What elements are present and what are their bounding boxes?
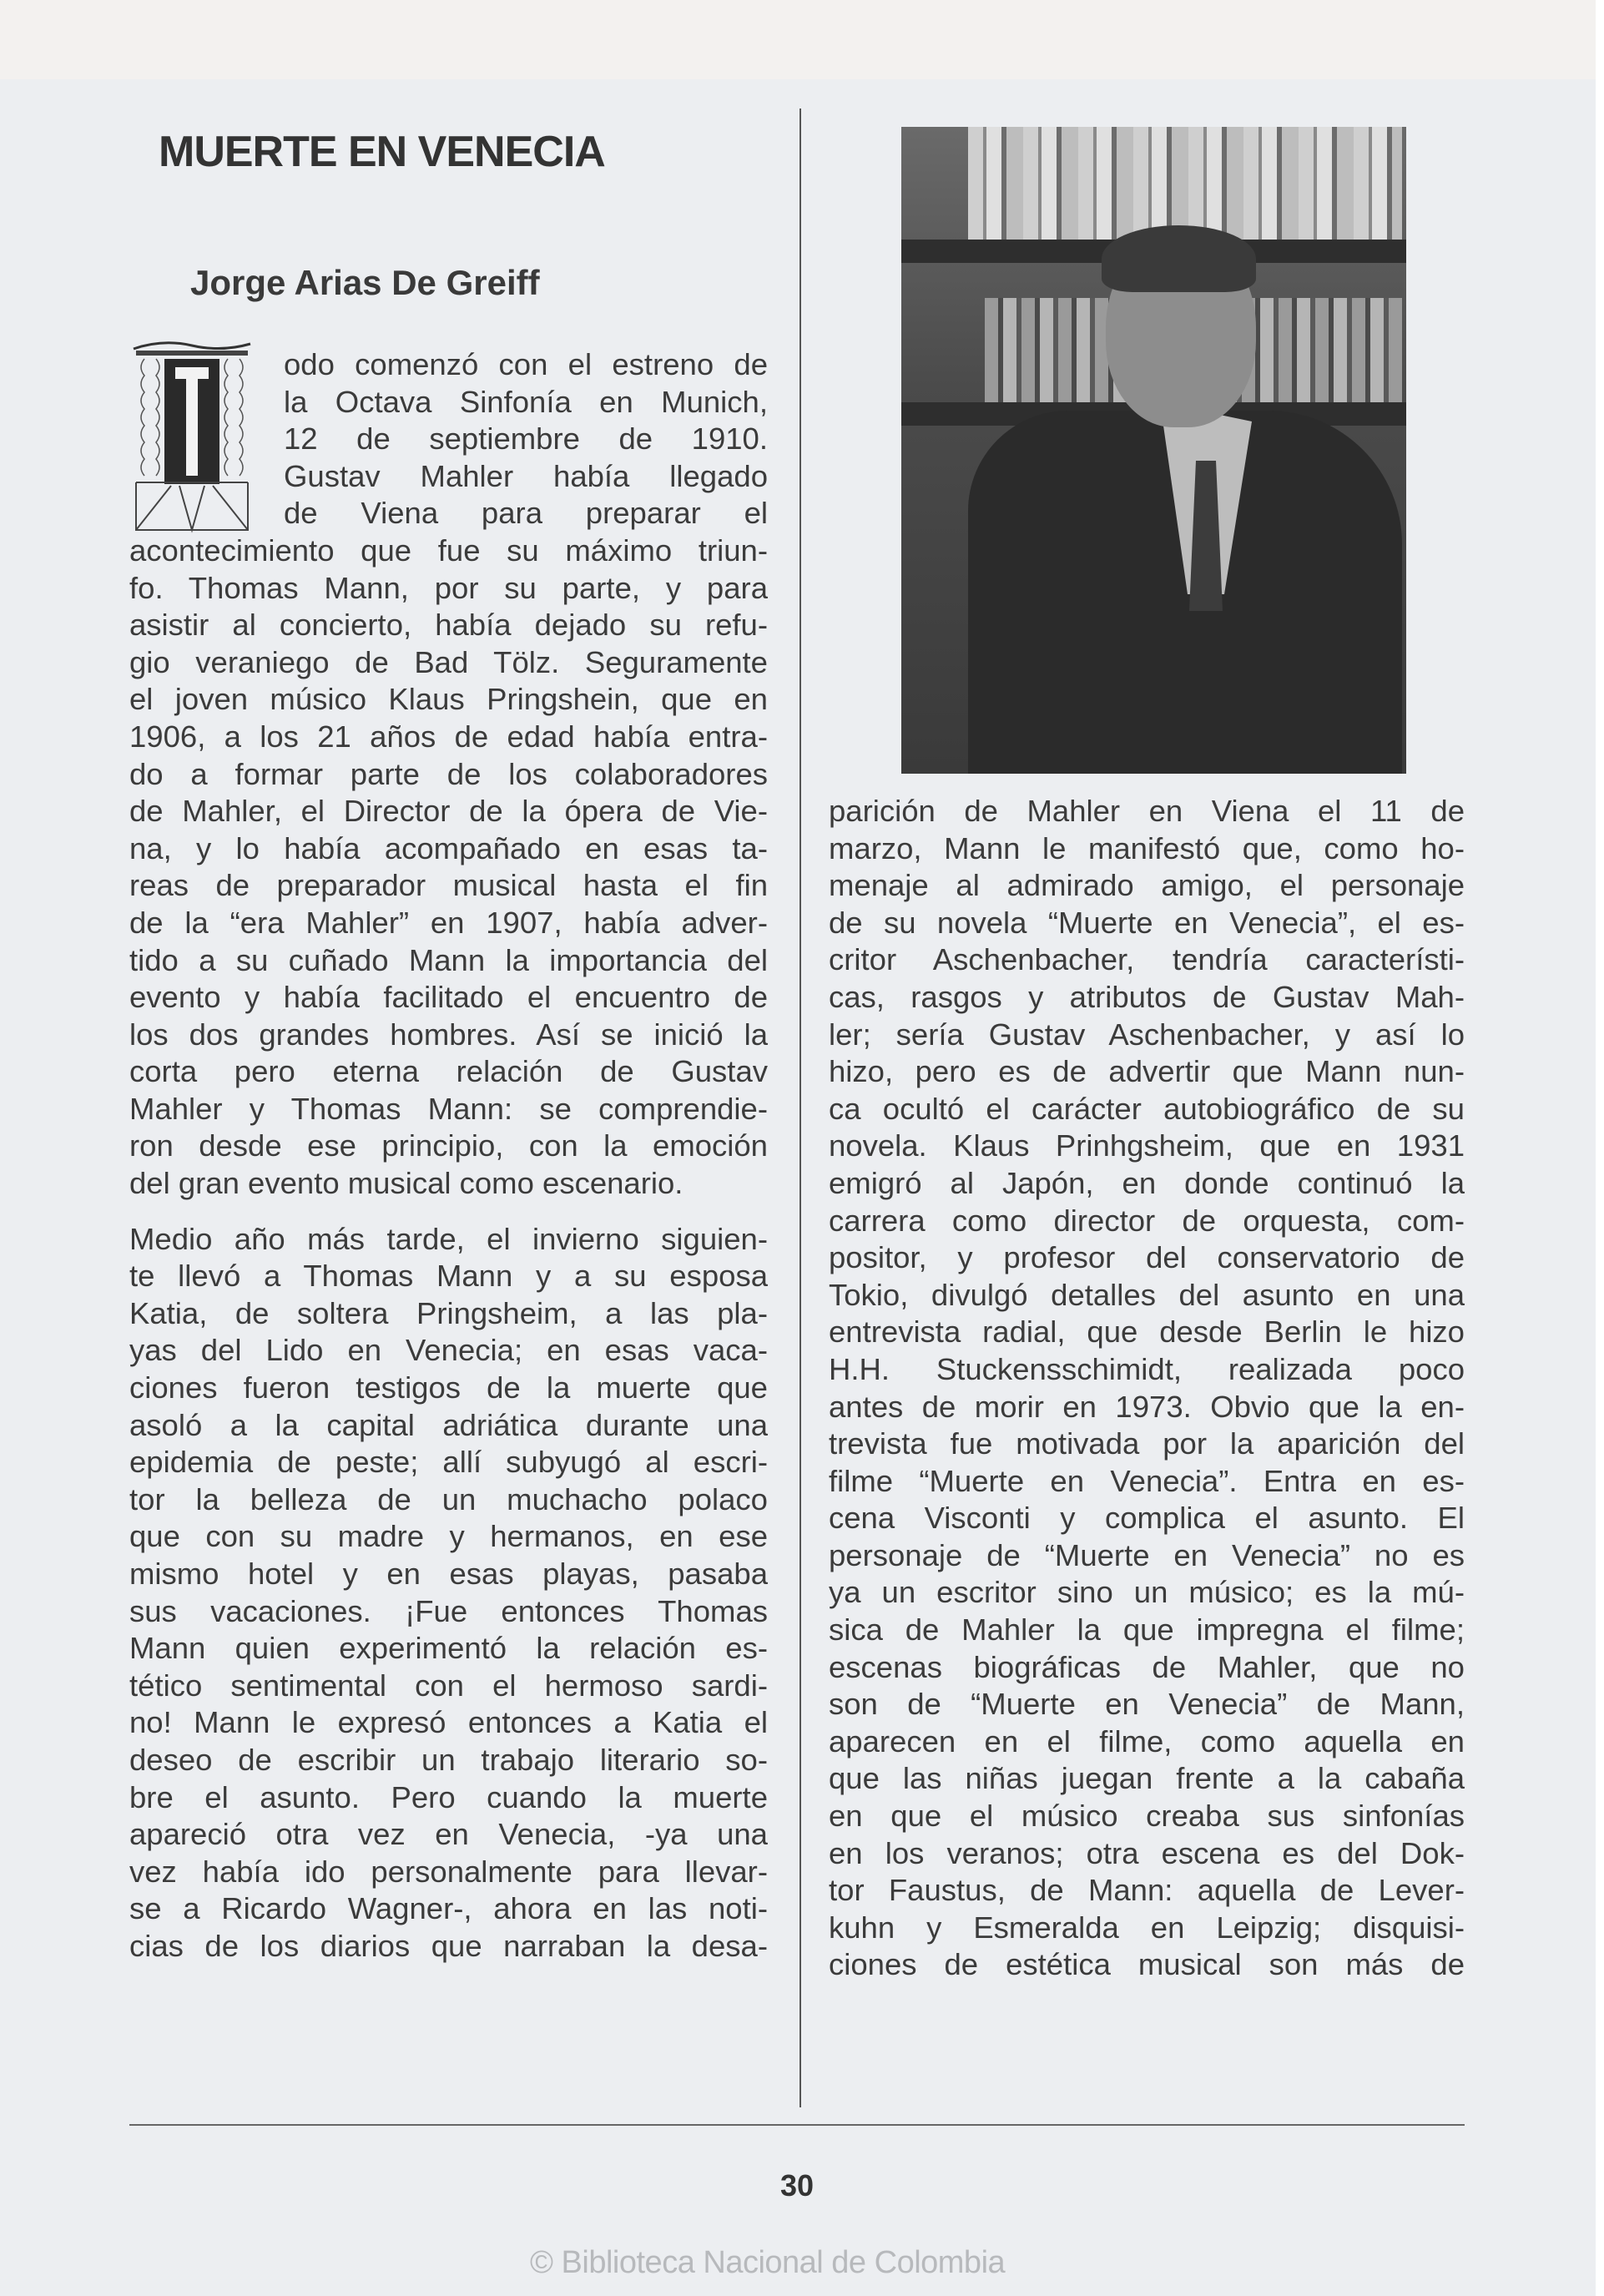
text-line: H.H. Stuckensschimidt, realizada poco xyxy=(829,1351,1465,1386)
text-line: do a formar parte de los colaboradores xyxy=(129,756,768,791)
text-line: de su novela “Muerte en Venecia”, el es- xyxy=(829,905,1465,940)
text-line: carrera como director de orquesta, com- xyxy=(829,1203,1465,1238)
text-line: deseo de escribir un trabajo literario so- xyxy=(129,1742,768,1777)
text-line: bre el asunto. Pero cuando la muerte xyxy=(129,1779,768,1814)
bookshelf-top xyxy=(968,127,1402,240)
text-line: kuhn y Esmeralda en Leipzig; disquisi- xyxy=(829,1910,1465,1945)
right-column xyxy=(829,793,1465,1984)
text-line: reas de preparador musical hasta el fin xyxy=(129,868,768,903)
column-divider xyxy=(799,108,801,2107)
text-line: de Viena para preparar el xyxy=(284,496,768,531)
text-line: del gran evento musical como escenario. xyxy=(129,1166,683,1201)
text-line: entrevista radial, que desde Berlin le hizo xyxy=(829,1315,1465,1350)
text-line: mismo hotel y en esas playas, pasaba xyxy=(129,1557,768,1591)
text-line: asistir al concierto, había dejado su refu- xyxy=(129,608,768,643)
paragraph-second xyxy=(129,1221,768,1965)
text-line: ciones fueron testigos de la muerte que xyxy=(129,1370,768,1405)
text-line: tor Faustus, de Mann: aquella de Lever- xyxy=(829,1873,1465,1908)
copyright-watermark: © Biblioteca Nacional de Colombia xyxy=(530,2245,1006,2280)
text-line: menaje al admirado amigo, el personaje xyxy=(829,868,1465,903)
text-line: se a Ricardo Wagner-, ahora en las noti- xyxy=(129,1891,768,1926)
text-line: marzo, Mann le manifestó que, como ho- xyxy=(829,830,1465,865)
text-line: yas del Lido en Venecia; en esas vaca- xyxy=(129,1333,768,1368)
text-line: vez había ido personalmente para llevar- xyxy=(129,1854,768,1889)
text-line: ya un escritor sino un músico; es la mú- xyxy=(829,1575,1465,1610)
text-line: Tokio, divulgó detalles del asunto en una xyxy=(829,1277,1465,1312)
text-line: que con su madre y hermanos, en ese xyxy=(129,1519,768,1554)
text-line: ca ocultó el carácter autobiográfico de su xyxy=(829,1091,1465,1126)
text-line: trevista fue motivada por la aparición del xyxy=(829,1426,1465,1461)
text-line: cias de los diarios que narraban la desa- xyxy=(129,1928,768,1963)
text-line: la Octava Sinfonía en Munich, xyxy=(284,384,768,419)
paragraph-opening xyxy=(129,346,768,1203)
text-line: de la “era Mahler” en 1907, había adver- xyxy=(129,905,768,940)
text-line: Gustav Mahler había llegado xyxy=(284,458,768,493)
page-number: 30 xyxy=(780,2168,815,2203)
text-line: cena Visconti y complica el asunto. El xyxy=(829,1501,1465,1536)
text-line: cas, rasgos y atributos de Gustav Mah- xyxy=(829,979,1465,1014)
text-line: gio veraniego de Bad Tölz. Seguramente xyxy=(129,644,768,679)
text-line: hizo, pero es de advertir que Mann nun- xyxy=(829,1054,1465,1089)
text-line: odo comenzó con el estreno de xyxy=(284,347,768,381)
article-author: Jorge Arias De Greiff xyxy=(190,263,540,302)
text-line: Mahler y Thomas Mann: se comprendie- xyxy=(129,1091,768,1126)
text-line: tor la belleza de un muchacho polaco xyxy=(129,1481,768,1516)
text-line: Mann quien experimentó la relación es- xyxy=(129,1631,768,1666)
text-line: no! Mann le expresó entonces a Katia el xyxy=(129,1705,768,1740)
text-line: novela. Klaus Prinhgsheim, que en 1931 xyxy=(829,1128,1465,1163)
text-line: los dos grandes hombres. Así se inició la xyxy=(129,1017,768,1052)
text-line: critor Aschenbacher, tendría característi- xyxy=(829,942,1465,977)
text-line: ciones de estética musical son más de xyxy=(829,1947,1465,1982)
text-line: en que el músico creaba sus sinfonías xyxy=(829,1799,1465,1834)
text-line: parición de Mahler en Viena el 11 de xyxy=(829,794,1465,828)
text-line: ron desde ese principio, con la emoción xyxy=(129,1128,768,1163)
text-line: sus vacaciones. ¡Fue entonces Thomas xyxy=(129,1593,768,1628)
text-line: epidemia de peste; allí subyugó al escri- xyxy=(129,1445,768,1480)
text-line: son de “Muerte en Venecia” de Mann, xyxy=(829,1687,1465,1722)
text-line: acontecimiento que fue su máximo triun- xyxy=(129,532,768,568)
text-line: sica de Mahler la que impregna el filme; xyxy=(829,1612,1465,1648)
paragraph-gap xyxy=(129,1203,768,1221)
text-line: Katia, de soltera Pringsheim, a las pla- xyxy=(129,1295,768,1330)
text-line: el joven músico Klaus Pringshein, que en xyxy=(129,682,768,717)
text-line: tético sentimental con el hermoso sardi- xyxy=(129,1668,768,1703)
text-line: antes de morir en 1973. Obvio que la en- xyxy=(829,1389,1465,1424)
text-line: 1906, a los 21 años de edad había entra- xyxy=(129,719,768,754)
text-line: corta pero eterna relación de Gustav xyxy=(129,1054,768,1089)
text-line: en los veranos; otra escena es del Dok- xyxy=(829,1835,1465,1870)
text-line: asoló a la capital adriática durante una xyxy=(129,1407,768,1442)
text-line: positor, y profesor del conservatorio de xyxy=(829,1240,1465,1275)
text-line: aparecen en el filme, como aquella en xyxy=(829,1723,1465,1759)
footer-rule xyxy=(129,2124,1465,2126)
text-line: Medio año más tarde, el invierno siguien- xyxy=(129,1221,768,1256)
page-top-margin xyxy=(0,0,1596,79)
text-line: que las niñas juegan frente a la cabaña xyxy=(829,1761,1465,1796)
text-line: na, y lo había acompañado en esas ta- xyxy=(129,830,768,865)
text-line: personaje de “Muerte en Venecia” no es xyxy=(829,1537,1465,1572)
text-line: emigró al Japón, en donde continuó la xyxy=(829,1165,1465,1200)
text-line: fo. Thomas Mann, por su parte, y para xyxy=(129,570,768,605)
left-column xyxy=(129,346,768,1965)
text-line: de Mahler, el Director de la ópera de Vie- xyxy=(129,794,768,829)
portrait-hair xyxy=(1102,225,1256,292)
text-line: apareció otra vez en Venecia, -ya una xyxy=(129,1817,768,1852)
text-line: tido a su cuñado Mann la importancia del xyxy=(129,942,768,977)
author-portrait-photo xyxy=(901,127,1406,774)
text-line: escenas biográficas de Mahler, que no xyxy=(829,1649,1465,1684)
text-line: ler; sería Gustav Aschenbacher, y así lo xyxy=(829,1017,1465,1052)
text-line: evento y había facilitado el encuentro de xyxy=(129,980,768,1015)
text-line: te llevó a Thomas Mann y a su esposa xyxy=(129,1259,768,1294)
text-line: filme “Muerte en Venecia”. Entra en es- xyxy=(829,1463,1465,1498)
scan-edge xyxy=(1596,0,1604,2296)
article-title: MUERTE EN VENECIA xyxy=(159,128,605,176)
text-line: 12 de septiembre de 1910. xyxy=(284,421,768,457)
